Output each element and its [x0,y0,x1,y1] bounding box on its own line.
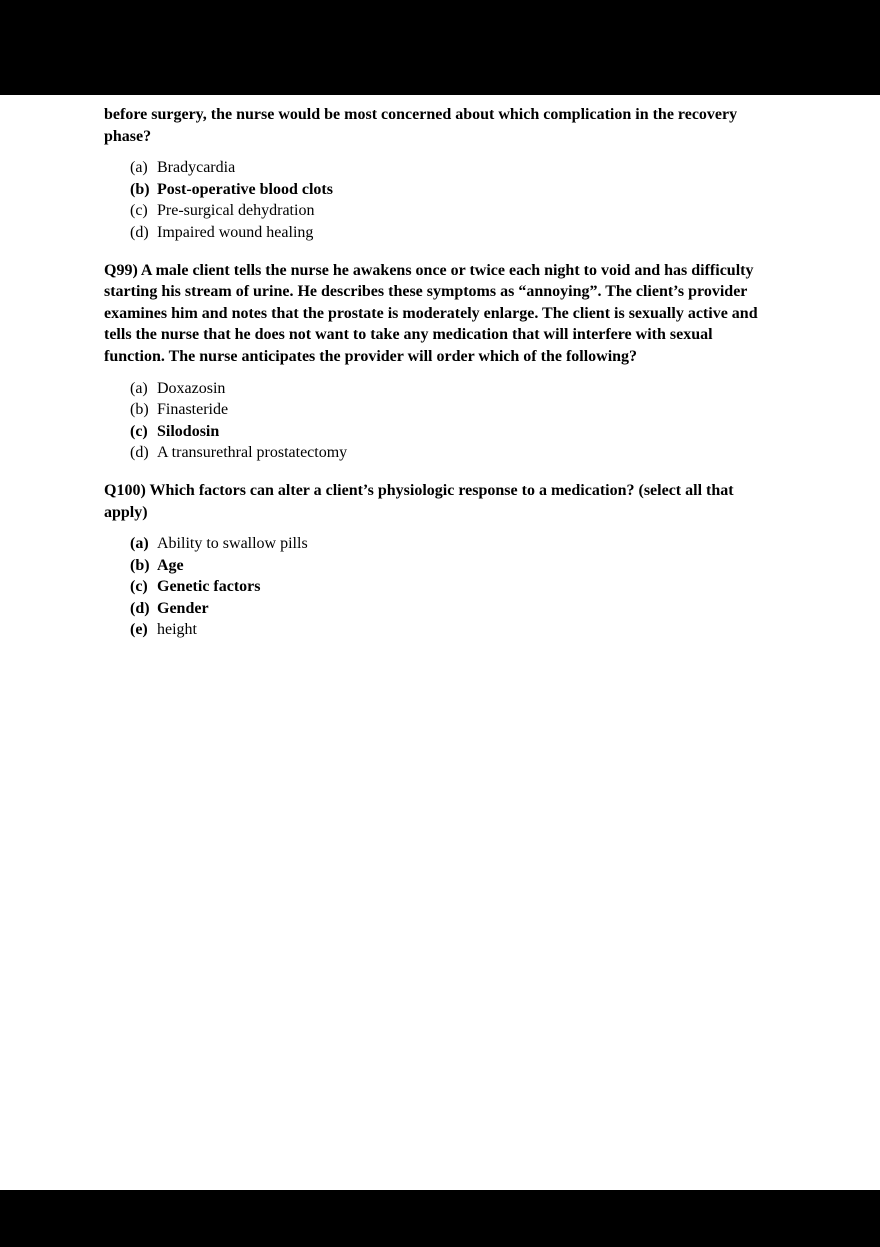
option-text: Pre-surgical dehydration [157,202,315,220]
option-row [130,157,776,179]
option-text: Bradycardia [157,159,236,177]
option-text: Impaired wound healing [157,223,314,241]
option-label: (e) [130,621,148,639]
question-stem: Q100) Which factors can alter a client’s physiologic response to a medication? (select all that apply) [104,481,734,521]
option-row [130,598,776,620]
option-label: (c) [130,422,148,440]
option-text: A transurethral prostatectomy [157,444,348,462]
question-block-q99 [104,260,776,464]
option-label: (a) [130,159,148,177]
option-row [130,399,776,421]
option-label: (b) [130,556,150,574]
option-row [130,442,776,464]
option-text: Doxazosin [157,379,226,397]
option-label: (b) [130,401,149,419]
option-label: (d) [130,223,149,241]
option-text: Silodosin [157,422,220,440]
option-label: (d) [130,444,149,462]
question-block-continuation [104,104,776,244]
option-row [130,378,776,400]
option-text: Age [157,556,184,574]
option-row [130,576,776,598]
option-row [130,533,776,555]
option-text: Genetic factors [157,578,261,596]
option-row [130,179,776,201]
option-row [130,222,776,244]
options-list [104,378,776,464]
option-label: (a) [130,379,148,397]
option-text: Gender [157,599,209,617]
option-row [130,421,776,443]
option-label: (d) [130,599,150,617]
question-stem: before surgery, the nurse would be most concerned about which complication in the recovery phase? [104,106,738,145]
option-row [130,200,776,222]
question-stem: Q99) A male client tells the nurse he awakens once or twice each night to void and has difficulty starting his stream of urine. He describes these symptoms as “annoying”. The client’s provider examines him and notes that the prostate is moderately enlarge. The client is sexually active and tells the nurse that he does not want to take any medication that will interfere with sexual function. The nurse anticipates the provider will order which of the following? [104,261,758,365]
option-text: Finasteride [157,401,229,419]
question-block-q100 [104,480,776,641]
option-label: (c) [130,578,148,596]
option-label: (c) [130,202,148,220]
option-row [130,555,776,577]
options-list [104,157,776,243]
document-page [0,95,880,1190]
page-content [0,95,880,641]
option-text: Ability to swallow pills [157,535,308,553]
options-list [104,533,776,641]
option-label: (a) [130,535,149,553]
option-row [130,619,776,641]
option-text: Post-operative blood clots [157,180,333,198]
option-label: (b) [130,180,150,198]
option-text: height [157,621,197,639]
